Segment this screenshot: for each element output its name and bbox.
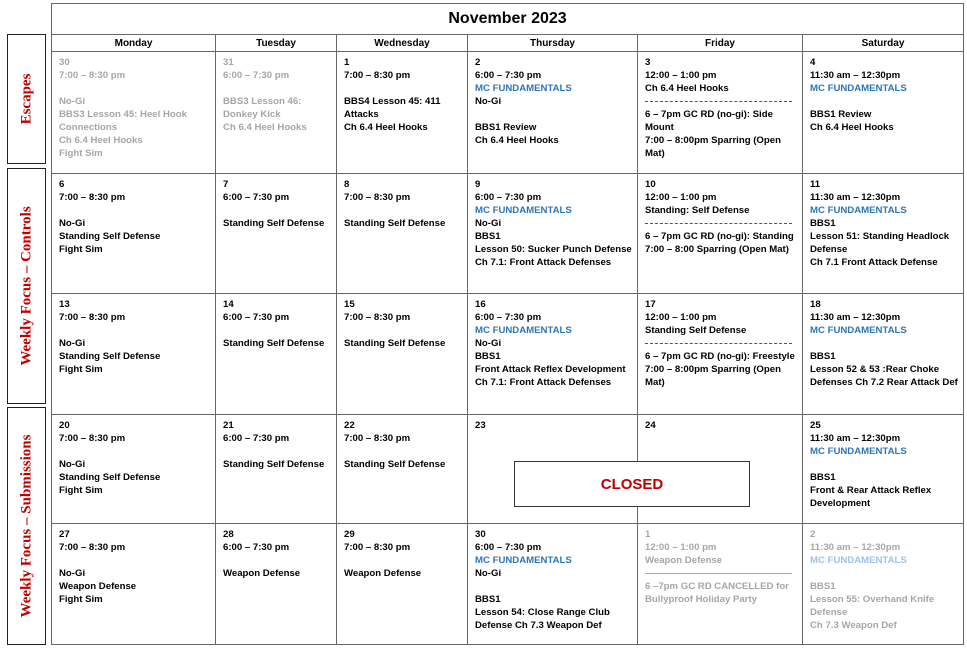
day-header-friday: Friday (638, 35, 803, 52)
cell-line: 7:00 – 8:30 pm (59, 433, 126, 445)
cell-line: MC FUNDAMENTALS (810, 204, 907, 216)
day-number: 1 (645, 528, 651, 540)
day-number: 29 (344, 528, 355, 540)
cell-line: Lesson 51: Standing Headlock (810, 230, 950, 242)
day-number: 2 (475, 57, 481, 69)
cell-line: 7:00 – 8:00pm Sparring (Open (645, 363, 781, 375)
spacer (344, 204, 467, 217)
day-cell (337, 415, 468, 523)
day-cell (216, 52, 337, 173)
spacer (810, 458, 963, 471)
day-cell (52, 173, 216, 293)
cell-line: 7:00 – 8:00pm Sparring (Open (645, 135, 781, 147)
cell-line: 12:00 – 1:00 pm (645, 70, 717, 82)
separator (645, 95, 802, 108)
cell-line: Standing Self Defense (223, 459, 325, 471)
cell-line: Attacks (344, 109, 379, 121)
day-number: 15 (344, 298, 355, 310)
day-cell (638, 293, 803, 414)
spacer (59, 82, 215, 95)
cell-line: Bullyproof Holiday Party (645, 593, 757, 605)
cell-line: BBS1 (475, 350, 501, 362)
spacer (59, 445, 215, 458)
spacer (59, 204, 215, 217)
day-number: 8 (344, 178, 350, 190)
cell-line: Defenses Ch 7.2 Rear Attack Def (810, 376, 958, 388)
cell-line: 7:00 – 8:30 pm (344, 541, 411, 553)
day-cell (638, 173, 803, 293)
calendar-table (51, 3, 964, 645)
cell-line: BBS1 Review (475, 122, 537, 134)
day-cell (52, 293, 216, 414)
spacer (223, 445, 336, 458)
day-number: 4 (810, 57, 816, 69)
separator (645, 567, 802, 580)
cell-line: Mat) (645, 148, 665, 160)
side-label-text: Escapes (18, 73, 34, 125)
cell-line: MC FUNDAMENTALS (475, 204, 572, 216)
side-label-text: Weekly Focus – Submissions (18, 434, 34, 618)
cell-line: No-Gi (475, 217, 502, 229)
cell-line: No-Gi (59, 567, 86, 579)
cell-line: Standing Self Defense (59, 230, 161, 242)
cell-line: 12:00 – 1:00 pm (645, 541, 717, 553)
day-cell (52, 523, 216, 644)
day-cell (337, 52, 468, 173)
cell-line: 6:00 – 7:30 pm (223, 191, 290, 203)
cell-line: 7:00 – 8:30 pm (344, 191, 411, 203)
cell-line: Ch 6.4 Heel Hooks (645, 83, 729, 95)
cell-line: Weapon Defense (645, 554, 723, 566)
cell-line: Ch 6.4 Heel Hooks (344, 122, 428, 134)
cell-line: BBS1 Review (810, 109, 872, 121)
cell-line: BBS1 (475, 593, 501, 605)
spacer (223, 554, 336, 567)
day-cell (803, 52, 964, 173)
day-number: 14 (223, 298, 234, 310)
day-cell (803, 523, 964, 644)
cell-line: No-Gi (475, 337, 502, 349)
cell-line: BBS1 (810, 350, 836, 362)
cell-line: Front Attack Reflex Development (475, 363, 626, 375)
day-cell (803, 293, 964, 414)
day-cell (52, 52, 216, 173)
cell-line: No-Gi (59, 337, 86, 349)
cell-line: 7:00 – 8:30 pm (59, 311, 126, 323)
cell-line: 11:30 am – 12:30pm (810, 433, 901, 445)
cell-line: Defense (810, 243, 848, 255)
day-number: 16 (475, 298, 486, 310)
day-number: 3 (645, 57, 651, 69)
day-cell (468, 173, 638, 293)
cell-line: No-Gi (59, 459, 86, 471)
cell-line: 12:00 – 1:00 pm (645, 191, 717, 203)
cell-line: 11:30 am – 12:30pm (810, 70, 901, 82)
cell-line: 11:30 am – 12:30pm (810, 541, 901, 553)
cell-line: Standing: Self Defense (645, 204, 750, 216)
day-cell (468, 293, 638, 414)
day-cell (337, 523, 468, 644)
cell-line: Fight Sim (59, 363, 103, 375)
day-cell (52, 415, 216, 523)
cell-line: Fight Sim (59, 243, 103, 255)
cell-line: 6:00 – 7:30 pm (475, 70, 542, 82)
cell-line: 7:00 – 8:00 Sparring (Open Mat) (645, 243, 789, 255)
cell-line: BBS4 Lesson 45: 411 (344, 96, 441, 108)
cell-line: 6:00 – 7:30 pm (475, 311, 542, 323)
day-number: 27 (59, 528, 70, 540)
cell-line: 6:00 – 7:30 pm (223, 70, 290, 82)
cell-line: 7:00 – 8:30 pm (59, 70, 126, 82)
cell-line: MC FUNDAMENTALS (810, 554, 907, 566)
day-number: 11 (810, 178, 821, 190)
day-number: 9 (475, 178, 481, 190)
cell-line: 6 –7pm GC RD CANCELLED for (645, 580, 789, 592)
day-number: 30 (475, 528, 486, 540)
cell-line: BBS1 (810, 472, 836, 484)
day-cell (468, 52, 638, 173)
cell-line: Standing Self Defense (344, 217, 446, 229)
cell-line: MC FUNDAMENTALS (475, 324, 572, 336)
cell-line: Standing Self Defense (59, 472, 161, 484)
day-number: 22 (344, 420, 355, 432)
cell-line: No-Gi (59, 217, 86, 229)
spacer (223, 82, 336, 95)
cell-line: 7:00 – 8:30 pm (59, 541, 126, 553)
day-cell (803, 415, 964, 523)
cell-line: BBS3 Lesson 45: Heel Hook (59, 109, 187, 121)
cell-line: 7:00 – 8:30 pm (344, 311, 411, 323)
side-label-controls (7, 168, 46, 404)
cell-line: 7:00 – 8:30 pm (344, 433, 411, 445)
day-cell (468, 523, 638, 644)
day-number: 28 (223, 528, 234, 540)
cell-line: 6:00 – 7:30 pm (223, 311, 290, 323)
cell-line: Lesson 50: Sucker Punch Defense (475, 243, 632, 255)
cell-line: MC FUNDAMENTALS (810, 83, 907, 95)
spacer (475, 108, 637, 121)
cell-line: Connections (59, 122, 118, 134)
day-number: 18 (810, 298, 821, 310)
cell-line: 6:00 – 7:30 pm (223, 541, 290, 553)
day-header-thursday: Thursday (468, 35, 638, 52)
cell-line: MC FUNDAMENTALS (810, 446, 907, 458)
cell-line: BBS1 (810, 580, 836, 592)
spacer (223, 204, 336, 217)
cell-line: Lesson 55: Overhand Knife (810, 593, 935, 605)
calendar-title: November 2023 (52, 4, 964, 35)
cell-line: Front & Rear Attack Reflex (810, 485, 932, 497)
cell-line: Fight Sim (59, 593, 103, 605)
cell-line: Lesson 52 & 53 :Rear Choke (810, 363, 940, 375)
spacer (810, 567, 963, 580)
cell-line: Ch 7.1: Front Attack Defenses (475, 376, 612, 388)
cell-line: Mount (645, 122, 674, 134)
day-cell (216, 415, 337, 523)
spacer (810, 95, 963, 108)
cell-line: MC FUNDAMENTALS (475, 554, 572, 566)
day-number: 24 (645, 420, 656, 432)
side-label-submissions (7, 407, 46, 645)
day-number: 1 (344, 57, 350, 69)
cell-line: Donkey Kick (223, 109, 281, 121)
day-number: 2 (810, 528, 816, 540)
spacer (344, 82, 467, 95)
day-cell (638, 523, 803, 644)
cell-line: Weapon Defense (223, 567, 301, 579)
spacer (344, 554, 467, 567)
cell-line: 6 – 7pm GC RD (no-gi): Freestyle (645, 350, 795, 362)
cell-line: Standing Self Defense (344, 459, 446, 471)
calendar (51, 3, 963, 645)
cell-line: Standing Self Defense (59, 350, 161, 362)
day-cell (803, 173, 964, 293)
cell-line: Ch 7.3 Weapon Def (810, 619, 897, 631)
spacer (59, 324, 215, 337)
day-cell (216, 523, 337, 644)
cell-line: Defense (810, 606, 848, 618)
day-number: 13 (59, 298, 70, 310)
closed-banner: CLOSED (514, 461, 750, 507)
cell-line: Standing Self Defense (344, 337, 446, 349)
cell-line: 6:00 – 7:30 pm (223, 433, 290, 445)
cell-line: 6 – 7pm GC RD (no-gi): Standing (645, 230, 794, 242)
separator (645, 217, 802, 230)
cell-line: BBS1 (475, 230, 501, 242)
cell-line: 6:00 – 7:30 pm (475, 191, 542, 203)
side-label-text: Weekly Focus – Controls (18, 206, 34, 366)
cell-line: 7:00 – 8:30 pm (59, 191, 126, 203)
day-number: 17 (645, 298, 656, 310)
day-header-tuesday: Tuesday (216, 35, 337, 52)
cell-line: Defense Ch 7.3 Weapon Def (475, 619, 602, 631)
day-number: 7 (223, 178, 229, 190)
cell-line: Standing Self Defense (223, 217, 325, 229)
cell-line: Weapon Defense (59, 580, 137, 592)
cell-line: Ch 7.1: Front Attack Defenses (475, 256, 612, 268)
spacer (344, 324, 467, 337)
cell-line: Ch 7.1 Front Attack Defense (810, 256, 938, 268)
cell-line: Lesson 54: Close Range Club (475, 606, 610, 618)
cell-line: MC FUNDAMENTALS (475, 83, 572, 95)
day-header-wednesday: Wednesday (337, 35, 468, 52)
cell-line: BBS1 (810, 217, 836, 229)
cell-line: Standing Self Defense (645, 324, 747, 336)
day-cell (638, 52, 803, 173)
cell-line: No-Gi (475, 567, 502, 579)
day-number: 20 (59, 420, 70, 432)
cell-line: Mat) (645, 376, 665, 388)
day-number: 31 (223, 57, 234, 69)
cell-line: Ch 6.4 Heel Hooks (223, 122, 307, 134)
cell-line: 6 – 7pm GC RD (no-gi): Side (645, 109, 773, 121)
cell-line: Development (810, 498, 871, 510)
day-number: 21 (223, 420, 234, 432)
cell-line: BBS3 Lesson 46: (223, 96, 302, 108)
spacer (223, 324, 336, 337)
day-header-monday: Monday (52, 35, 216, 52)
cell-line: 11:30 am – 12:30pm (810, 191, 901, 203)
cell-line: Ch 6.4 Heel Hooks (475, 135, 559, 147)
day-number: 25 (810, 420, 821, 432)
day-header-saturday: Saturday (803, 35, 964, 52)
spacer (344, 445, 467, 458)
day-number: 6 (59, 178, 65, 190)
spacer (475, 580, 637, 593)
day-cell (337, 293, 468, 414)
cell-line: Standing Self Defense (223, 337, 325, 349)
day-cell (337, 173, 468, 293)
spacer (59, 554, 215, 567)
cell-line: Weapon Defense (344, 567, 422, 579)
cell-line: 12:00 – 1:00 pm (645, 311, 717, 323)
day-number: 10 (645, 178, 656, 190)
day-number: 30 (59, 57, 70, 69)
cell-line: Fight Sim (59, 485, 103, 497)
cell-line: 6:00 – 7:30 pm (475, 541, 542, 553)
cell-line: No-Gi (59, 96, 86, 108)
day-cell (216, 173, 337, 293)
separator (645, 337, 802, 350)
cell-line: 7:00 – 8:30 pm (344, 70, 411, 82)
day-cell (216, 293, 337, 414)
cell-line: 11:30 am – 12:30pm (810, 311, 901, 323)
side-label-escapes (7, 34, 46, 164)
cell-line: No-Gi (475, 96, 502, 108)
cell-line: MC FUNDAMENTALS (810, 324, 907, 336)
spacer (810, 337, 963, 350)
cell-line: Ch 6.4 Heel Hooks (59, 135, 143, 147)
day-number: 23 (475, 420, 486, 432)
cell-line: Fight Sim (59, 148, 103, 160)
cell-line: Ch 6.4 Heel Hooks (810, 122, 894, 134)
